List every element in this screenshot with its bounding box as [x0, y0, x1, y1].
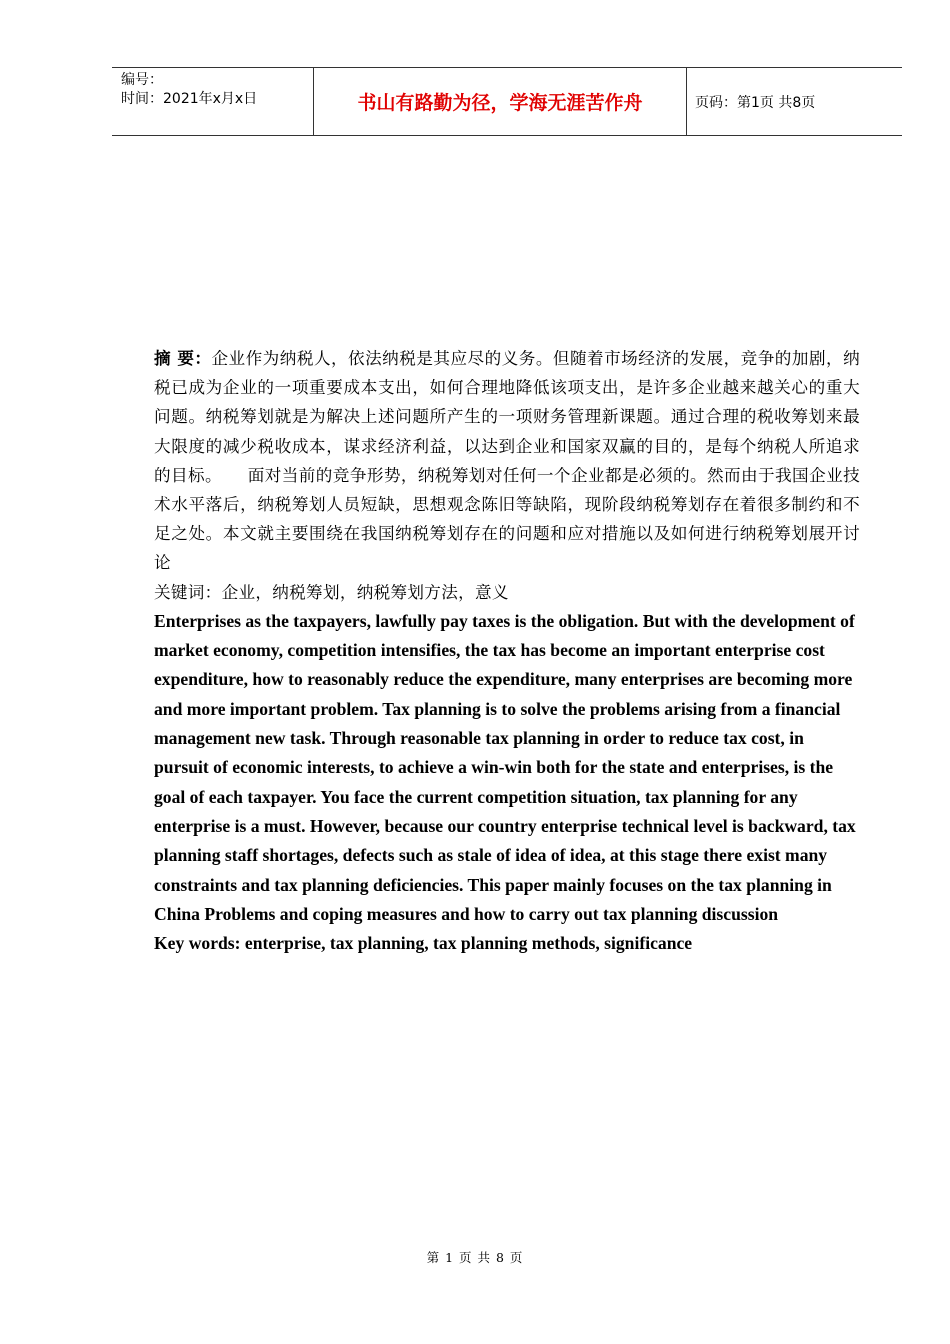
header-motto: 书山有路勤为径，学海无涯苦作舟: [313, 68, 687, 135]
document-date: 时间：2021年x月x日: [121, 91, 258, 107]
document-header: [112, 67, 902, 136]
abstract-label: 摘 要：: [154, 349, 212, 368]
abstract-en: Enterprises as the taxpayers, lawfully pay taxes is the obligation. But with the development of market economy, competition intensifies, the tax has become an important enterprise cost expenditure, how to reasonably reduce the expenditure, many enterprises are becoming more and more important problem. Tax planning is to solve the problems arising from a financial management new task. Through reasonable tax planning in order to reduce tax cost, in pursuit of economic interests, to achieve a win-win both for the state and enterprises, is the goal of each taxpayer. You face the current competition situation, tax planning for any enterprise is a must. However, because our country enterprise technical level is backward, tax planning staff shortages, defects such as stale of idea of idea, at this stage there exist many constraints and tax planning deficiencies. This paper mainly focuses on the tax planning in China Problems and coping measures and how to carry out tax planning discussion: [154, 610, 856, 924]
abstract-cn: [154, 344, 860, 578]
keywords-label: 关键词：: [154, 582, 222, 602]
abstract-cn-text: 企业作为纳税人，依法纳税是其应尽的义务。但随着市场经济的发展，竞争的加剧，纳税已成为企业的一项重要成本支出，如何合理地降低该项支出，是许多企业越来越关心的重大问题。纳税筹划就是为解决上述问题所产生的一项财务管理新课题。通过合理的税收筹划来最大限度的减少税收成本，谋求经济利益，以达到企业和国家双赢的目的，是每个纳税人所追求的目标。 面对当前的竞争形势，纳税筹划对任何一个企业都是必须的。然而由于我国企业技术水平落后，纳税筹划人员短缺，思想观念陈旧等缺陷，现阶段纳税筹划存在着很多制约和不足之处。本文就主要围绕在我国纳税筹划存在的问题和应对措施以及如何进行纳税筹划展开讨论: [154, 349, 860, 573]
header-meta: [112, 68, 313, 135]
header-page-info: 页码：第1页 共8页: [695, 94, 816, 111]
document-number-label: 编号：: [121, 72, 163, 88]
document-body: [154, 344, 860, 958]
keywords-cn-text: 企业，纳税筹划，纳税筹划方法，意义: [221, 582, 509, 602]
page-footer: 第 1 页 共 8 页: [426, 1250, 524, 1265]
keywords-cn: [154, 578, 860, 607]
keywords-en: Key words: enterprise, tax planning, tax planning methods, significance: [154, 933, 693, 954]
